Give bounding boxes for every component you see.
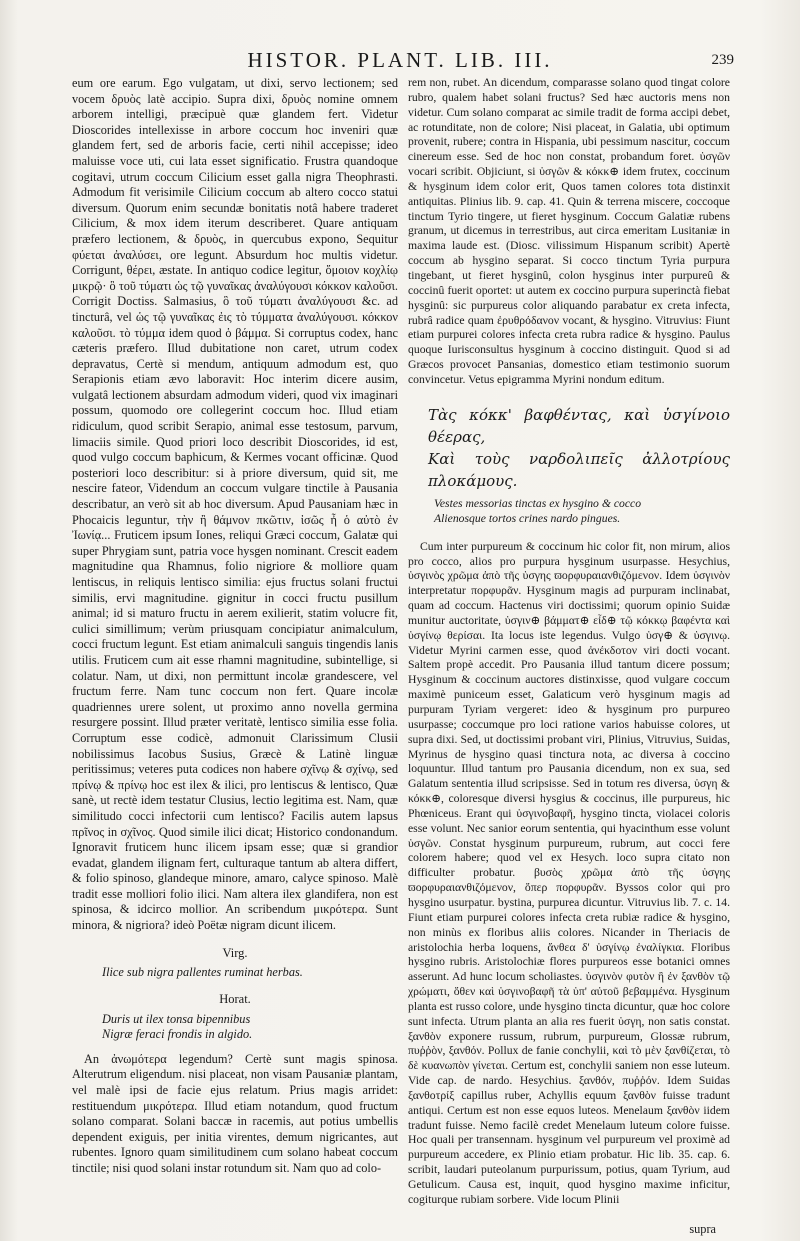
left-closing-paragraph: An ἀνωμότερα legendum? Certè sunt magis spinosa. Alterutrum eligendum. nisi placeat, non visam Pausaniæ plantam, vel malè ipsi de facie ejus relatum. Prius magis arridet: restituendum μικρότερα. Illud etiam notandum, quod fructum solano comparat. Solani baccæ in racemis, aut potius umbellis dependent exiguis, per initia virentes, demum nigricantes, aut rubentes. Ignoro quam similitudinem cum solano habeat coccum tinctile; nisi quod solani instar rotundum sit. Nam quo ad colo-	[72, 1051, 398, 1175]
verse-author-horace: Horat.	[219, 992, 251, 1007]
running-head: HISTOR. PLANT. LIB. III.	[247, 48, 553, 72]
verse-author-virgil: Virg.	[222, 945, 248, 960]
verse-line: Nigræ feraci frondis in algido.	[102, 1026, 253, 1041]
verse-virgil	[102, 965, 398, 980]
greek-epigram	[428, 404, 730, 492]
greek-epigram-line: Καὶ τοὺς ναρδολιπεῖς ἀλλοτρίους πλοκάμους.	[428, 449, 730, 490]
left-column	[72, 76, 398, 1177]
right-paragraph-1: rem non, rubet. An dicendum, comparasse solano quod tingat colore rubro, qualem habet solani fructus? Sed hæc auctoris mens non videtur. Cum solano comparat ac simile tradit de forma accipi debet, ac rotunditate, non de colore; Nisi placeat, in Galatia, ubi optimum provenit, rubere; contra in Hispania, ubi pessimum nascitur, coccum cinereum esse. Sed de hoc non constat, probandum foret. ὑσγῶν vocari scribit. Objiciunt, si ὑσγῶν & κόκκ⊕ idem frutex, coccinum & hysginum idem color erit, Quos tamen colores tota distinxit antiquitas. Plinius lib. 9. cap. 41. Quin & terrena miscere, coccoque tinctum Tyrio tingere, ut fieret hysginum. Coccum Galatiæ rubens granum, ut dicemus in terrestribus, aut circa emeritam Lusitaniæ in maxima laude est. (Diosc. vilissimum Hispanum scribit) Apertè coccum ab hysgino separat. Si cocco tinctum Tyria purpura tingebant, ut fieret hysginû, colon hysginus inter purpureû & coccinû fuerit oportet: ut autem ex coccino purpura superinctà fiebat hysginû: sic purpureus color aliquando parabatur ex creta infecta, rubrâ radice quam ἐρυθρόδανον vocant, & hysgino. Vitruvius: Fiunt etiam purpurei colores infecta creta rubra radice & hysgino. Paulus quoque Iurisconsultus hysginum à coccino distinguit. Quod si ad Græcos provocet Pansanias, domestico etiam testimonio suorum convincetur. Vetus epigramma Myrini nondum editum.	[408, 76, 730, 386]
latin-epigram-line: Alienosque tortos crines nardo pingues.	[434, 511, 621, 525]
latin-epigram-line: Vestes messorias tinctas ex hysgino & cocco	[434, 496, 642, 510]
verse-horace	[102, 1012, 398, 1042]
page-number: 239	[711, 52, 734, 68]
catchword: supra	[689, 1222, 716, 1236]
greek-epigram-line: Τὰς κόκκ' βαφθέντας, καὶ ὑσγίνοιο θέερας,	[428, 405, 730, 446]
right-paragraph-2: Cum inter purpureum & coccinum hic color fit, non mirum, alios pro cocco, alios pro purpura hysginum usurpasse. Hesychius, ὑσγινὸς χρῶμα ἀπὸ τῆς ὑσγης ϖορφυραιανθιζόμενον. Idem ὑσγινὸν interpretatur πορφυρᾶν. Hysginum magis ad purpuram inclinabat, quam ad coccum. Hactenus viri doctissimi; quorum opinio Suidæ munitur auctoritate, ὑσγιν⊕ βάμματ⊕ εἶδ⊕ τῷ κόκκῳ βαφέντα καὶ ὑσγίνῳ θερίσαι. Ita locus iste legendus. Vulgo ὑσγ⊕ & ὑσγινῳ. Videtur Myrini carmen esse, quod ἀνέκδοτον viri docti vocant. Saltem propè accedit. Pro Pausania illud tantum dicere possum; Hysginum & coccinum auctores distinxisse, quod vulgare coccum maximè puniceum esset, Galaticum verò hysginum magis ad purpuram Tyriam vergeret: ideo & hysginum pro purpureo usurpasse; coccumque pro loci ratione varios habuisse colores, ut supra dixi. Sed, ut doctissimi probant viri, Plinius, Vitruvius, Suidas, Myrinus de hysgino quasi tinctura nota, ac diversa à coccino loquuntur. Illud tantum pro Pausania dicendum, non ex sua, sed Galatum sententia illud scripsisse. Sed in totum res diversa, ὑσγη & κόκκ⊕, coloresque diversi hysgius & coccinus, ille purpureus, hic Phœniceus. Erant qui ὑσγινοβαφῆ, hysgino tincta, violacei coloris esse volunt. Nec sanior eorum sententia, qui hyacinthum esse volunt ὑσγῶν. Constat hysginum purpureum, rubrum, aut cocci fere colorem habere; quod vel ex Hesych. loco supra citato non difficulter probatur. βυσὸς χρῶμα ἀπὸ τῆς ὑσγης ϖορφυραιανθιζόμενον, ὅπερ πορφυρᾶν. Byssos color qui pro hysgino usurpatur. bystina, purpurea dicuntur. Vitruvius lib. 7. c. 14. Fiunt etiam purpurei colores infecta creta rubiæ radice & hysgino, non minùs ex floribus aliis colores. Nicander in Theriacis de aristolochia herba loquens, ἄνθεα δ' ὑσγίνῳ ἐναλίγκια. Floribus hysgino rubris. Aristolochiæ flores purpureos esse botanici omnes asserunt. Ad hunc locum scholiastes. ὑσγινὸν φυτὸν ἢ ἐν ξανθὸν τῷ χρώματι, ὅθεν καὶ ὑσγινοβαφῆ τὰ ὑπ' αὐτοῦ βεβαμμένα. Hysginum planta est russo colore, unde hysgino tincta dicuntur, quæ hoc colore sunt infecta. Utrum planta an alia res fuerit ὑσγη, non satis constat. ξανθὸν exponere russum, rubrum, purpureum, Glossæ rubrum, πυῤῥὸν, ξανθόν. Pollux de fanie conchylii, καὶ τὸ μὲν ξανθίζεται, τὸ δὲ κυανωπὸν γίνεται. Certum est, conchylii saniem non esse luteum. Vide cap. de nardo. Hesychius. ξανθόν, πυῤῥόν. Idem Suidas ξανθοτρίξ capillus ruber, Achyllis equum ξανθὸν fuisse tradunt antiqui. Certum est non esse equos luteos. Menelaum ξανθὸν iidem tradunt fuisse. Nemo facilè credet Menelaum luteum colore fuisse. Hoc quali per transennam. hysginum vel purpureum vel proximè ad purpureum accedere, ex Plinio etiam probatur. Hic lib. 35. cap. 6. scribit, laudari puteolanum purpurissum, potius, quam Tyrium, aud Getulicum. Causa est, inquit, quod hysgino maxime inficitur, cogiturque rubiam sorbere. Vide locum Plinii	[408, 539, 730, 1206]
latin-epigram	[434, 496, 730, 526]
verse-line: Ilice sub nigra pallentes ruminat herbas.	[102, 965, 303, 980]
verse-line: Duris ut ilex tonsa bipennibus	[102, 1011, 251, 1026]
right-column	[408, 76, 730, 1208]
left-paragraph: eum ore earum. Ego vulgatam, ut dixi, servo lectionem; sed vocem δρυὸς latè accipio. Supra dixi, δρυὸς nomine omnem arborem intelligi, præcipuè quæ glandem fert. Videtur Dioscorides intellexisse in arbore coccum hoc inveniri quæ glandem fert, sed de arboris facie, certi nihil accepisse; ideo maluisse voce uti, cui lata esset significatio. Frustra quandoque cogitavi, utrum coccum Cilicium esset galla nigra Theophrasti. Admodum fit verisimile Cilicium coccum ab altero cocco statui diversum. Quorum enim secundæ bonitatis notâ habere traderet Cilicium, & mox idem iterum describeret. Quare antiquam præfero lectionem, & δρυὸς, in quercubus expono, Sequitur φύεται ἀναλύσει, ore legunt. Absurdum hoc multis videtur. Corrigunt, θέρει, æstate. In antiquo codice legitur, ὅμοιον κοχλίῳ μικρῷ· ὃ τοῦ τύματι ὡς τῷ γυναῖκας ἀναλύγουσι κόκκον καλοῦσι. Corrigit Doctiss. Salmasius, ὃ τοῦ τύματι ἀναλύγουσι &c. ad tincturâ, vel ὡς τῷ γυναῖκας ἐις τὸ τύμματα ἀναλύγουσι. κόκκον καλοῦσι. τὸ τύμμα idem quod ὁ βάμμα. Si corruptus codex, hanc cæteris præfero. Illud dubitatione non caret, utrum codex depravatus, Certè si mendum, antiquum admodum est, quo Serapionis etiam ævo laboravit: Hoc interim dicere ausim, vulgatâ lectionem absurdam admodum videri, quod vix imaginari possum, quomodo ore collegerint coccum hoc. Illud etiam ridiculum, quod scribit Serapio, animal esse testosum, parvum, limaciis simile. Quod priori loco describit Dioscorides, id est, quod vulgo coccum baphicum, & Kermes vocant officinæ. Quod posteriori loco describitur: si à priore diversum, quid sit, me nescire fateor, Videndum an coccum vulgare tinctile à Pausania describatur, an verò sit ab hoc diversum. Apud Pausaniam hæc in Phocaicis leguntur, τὴν ἢ θάμνον πκῶτιν, ἰσῶς ἦ ὁ αὐτὸ ἐν Ἰωνίᾳ... Fruticem ipsum Iones, reliqui Græci coccum, Galatæ qui super Phrygiam sunt, patria voce hysgen nominant. Crescit eadem magnitudine qua Rhamnus, folio nigriore & molliore quam lentiscus, in reliquis lentisco similia: ejus fructus solani fructui similis, ervi magnitudine. gignitur in cocci fructu pusillum animal; id si maturo fructu in aerem exilierit, statim volucre fit, culici simillimum; verùm priusquam concipiatur animalculum, cocci fructum legunt. Est etiam animalculi sanguis tingendis lanis utilis. Fruticem cum ait esse rhamni magnitudine, subintellige, si colatur. Nam, ut dixi, non permittunt incolæ grandescere, vel fructum ferre. Nam tunc coccum non fert. Quare incolæ quadriennes urere solent, ut proximo anno novella germina resurgere possint. Illud præter veritatè, lentisco similia esse folia. Corruptum esse codicè, admonuit Clarissimum Clusii nobilissimus Iacobus Susius, Græcè & Latinè linguæ peritissimus; veteres puta codices non habere σχῖνῳ & σχίνῳ, sed πρίνῳ & πρίνῳ hoc est ilex & ilici, pro lentiscus & lentisco, Quæ sanè, ut rectè idem testatur Clusius, lectio legitima est. Nam, quæ similitudo cocci infectorii cum lentisco? Facilis autem lapsus πρῖνος in σχῖνος. Quod simile ilici dicat; Historico condonandum. Ignoravit fruticem hunc ilicem ipsam esse; quæ si grandior evadat, glandem ilignam fert, culturaque tantum ab altera differt, & folio spinoso, glandeque minore, amaro, calyce spinoso. Malè tradit esse molliori folio ilici. Nam altera ilex glandifera, non est spinosa, & idcirco mollior. An scribendum μικρότερα. Sunt minora, & nigriora? ideò Poëtæ nigram dicunt ilicem.	[72, 76, 398, 933]
